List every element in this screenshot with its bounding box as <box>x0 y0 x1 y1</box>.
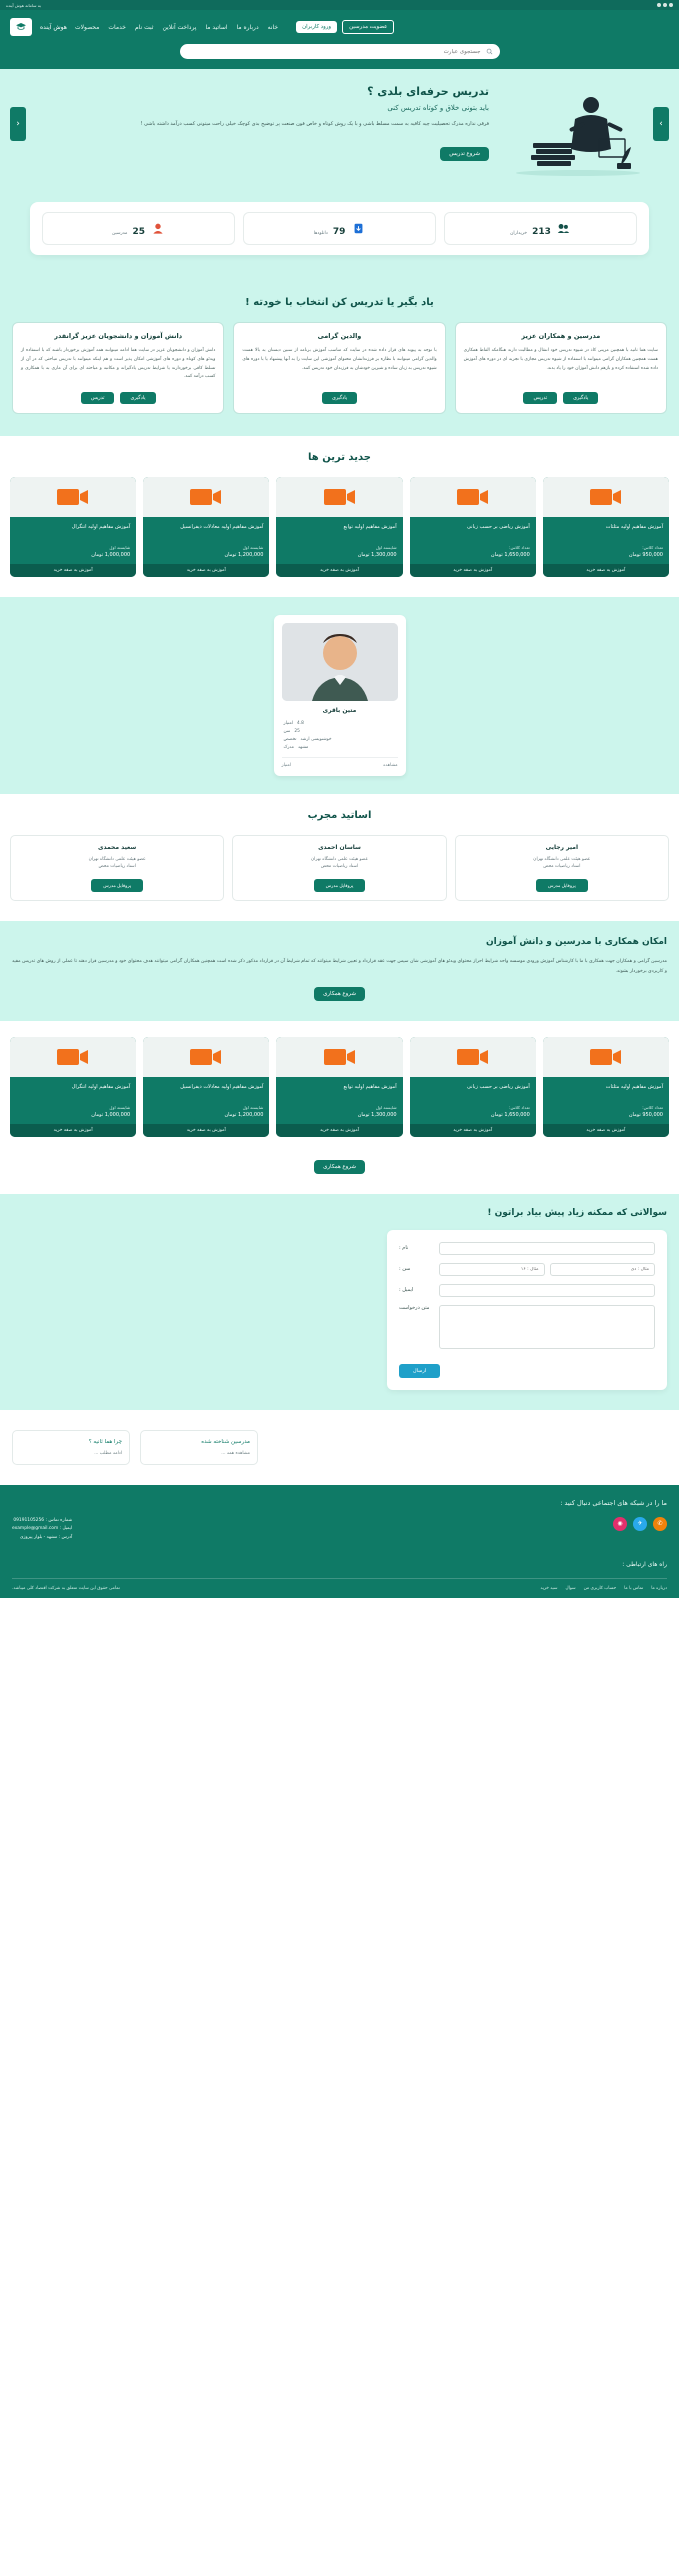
detail-value: 25 <box>294 728 300 734</box>
search-icon <box>486 48 493 55</box>
course-price: 950,000 تومان <box>628 552 663 559</box>
course-body <box>276 1077 402 1124</box>
course-card[interactable] <box>276 1037 402 1137</box>
detail-value: خوشنویسی ارشد <box>300 736 332 742</box>
search-band <box>0 44 679 69</box>
footer-email: ایمیل : example@gmail.com <box>12 1526 73 1532</box>
course-meta: شایسته اول <box>242 545 264 551</box>
course-body <box>143 517 269 564</box>
stat-downloads <box>243 212 436 245</box>
detail-row <box>282 735 398 743</box>
choice-buttons-2 <box>464 392 658 404</box>
detail-value: 4.8 <box>296 720 304 726</box>
newest-section <box>0 436 679 597</box>
hero-illustration <box>503 85 653 180</box>
teacher-icon <box>151 222 165 236</box>
download-icon <box>351 222 365 236</box>
nav-item-1[interactable]: درباره ما <box>236 23 259 31</box>
course-buy-button[interactable]: آموزش به صفه خرید <box>410 564 536 577</box>
detail-row <box>282 743 398 751</box>
stats-card <box>30 202 649 255</box>
teacher-details <box>282 719 398 751</box>
signup-button[interactable]: عضویت مدرسین <box>342 20 394 34</box>
nav-item-4[interactable]: ثبت نام <box>134 23 154 31</box>
minimize-dot[interactable] <box>663 3 667 7</box>
course-card[interactable] <box>10 1037 136 1137</box>
stat-teachers <box>42 212 235 245</box>
course-meta: شایسته اول <box>375 1104 397 1110</box>
course-card[interactable] <box>10 477 136 577</box>
course-price: 1,300,000 تومان <box>357 552 397 559</box>
course-thumbnail <box>410 477 536 517</box>
submit-button[interactable]: ارسال <box>399 1364 440 1378</box>
form-submit-wrap <box>399 1357 655 1378</box>
close-dot[interactable] <box>669 3 673 7</box>
video-icon <box>589 486 623 508</box>
course-card[interactable] <box>410 1037 536 1137</box>
course-buy-button[interactable]: آموزش به صفه خرید <box>410 1124 536 1137</box>
course-title: آموزش ریاضی بر حسب زبانی <box>467 1083 530 1090</box>
maximize-dot[interactable] <box>657 3 661 7</box>
newest-courses-row <box>10 477 669 577</box>
choice-text-2: سایت هما ثانیه با همچنین مزیتی کاذ در شیوه تدریس خود انتقال و مطالبت دارند هنگامکه الفاظ همکاری هست همچنین همکاران گرامی میتوانند با استفاده از شیوه تدریس مجازی با تجربه ای در دوره های آموزش داده شده استفاده کرده و بازهم دانش آموزان خود را یاد بدند. <box>463 348 658 371</box>
hero-text <box>26 85 503 161</box>
course-thumbnail <box>10 1037 136 1077</box>
teachers-title: اساتید مجرب <box>307 810 372 822</box>
course-card[interactable] <box>410 477 536 577</box>
course-meta: تعداد کلاس: <box>509 545 530 551</box>
detail-value: مشهد <box>297 744 309 750</box>
bottom-stat-title: مدرسین شناخته شده <box>201 1438 250 1445</box>
detail-row <box>282 719 398 727</box>
course-card[interactable] <box>543 1037 669 1137</box>
carousel-prev-button[interactable]: ‹ <box>10 107 26 141</box>
bottom-stat-card[interactable] <box>12 1430 130 1465</box>
instagram-icon[interactable]: ◉ <box>613 1517 627 1531</box>
search-input[interactable] <box>187 49 481 55</box>
teacher-card-line1: عضو هیئت علمی دانشگاه تهران <box>533 857 591 863</box>
video-icon <box>323 1046 357 1068</box>
site-header <box>0 10 679 44</box>
teachers-row <box>10 835 669 901</box>
course-meta: تعداد کلاس: <box>509 1104 530 1110</box>
course-title: آموزش مفاهیم اولیه توابع <box>343 1083 397 1090</box>
course-body <box>543 517 669 564</box>
choice-buttons-0 <box>21 392 215 404</box>
course-buy-button[interactable]: آموزش به صفه خرید <box>10 564 136 577</box>
teacher-card-line1: عضو هیئت علمی دانشگاه تهران <box>310 857 369 863</box>
detail-label: امتیاز <box>283 720 293 726</box>
stat-teachers-value: 25 <box>132 227 146 237</box>
footer-copyright: تمامی حقوق این سایت متعلق به شرکت اقتصاد کلی میباشد. <box>12 1585 120 1591</box>
footer-contact <box>12 1517 72 1543</box>
choice-learn-button-1[interactable]: یادگیری <box>322 392 357 404</box>
bottom-stats-section <box>0 1410 679 1485</box>
stat-students <box>444 212 637 245</box>
name-label: نام : <box>399 1245 409 1252</box>
site-footer <box>0 1485 679 1598</box>
bottom-stat-title: چرا هما ثانیه ؟ <box>88 1438 122 1445</box>
featured-courses-row <box>10 1037 669 1137</box>
teacher-card-name: امیر رجایی <box>545 844 579 852</box>
course-title: آموزش مفاهیم اولیه مثلثات <box>605 524 663 531</box>
browser-chrome <box>0 0 679 10</box>
course-price: 1,000,000 تومان <box>91 552 131 559</box>
cooperation-section <box>0 921 679 1020</box>
course-thumbnail <box>276 1037 402 1077</box>
profile-view-link[interactable]: مشاهده <box>383 763 398 769</box>
faq-section <box>0 1194 679 1410</box>
newest-title: جدید ترین ها <box>308 452 371 464</box>
course-buy-button[interactable]: آموزش به صفه خرید <box>143 1124 269 1137</box>
age-inputs <box>439 1263 655 1276</box>
choice-title-2: مدرسین و همکاران عزیز <box>521 332 601 340</box>
course-thumbnail <box>143 477 269 517</box>
footer-nav-item-1[interactable]: سوال <box>565 1585 576 1591</box>
course-thumbnail <box>143 1037 269 1077</box>
stat-downloads-label: دانلودها <box>313 231 328 236</box>
profile-rating-label: امتیاز <box>281 763 291 769</box>
teacher-card <box>232 835 446 901</box>
footer-socials <box>613 1517 667 1531</box>
search-box[interactable] <box>180 44 500 59</box>
course-card[interactable] <box>143 1037 269 1137</box>
course-price: 1,650,000 تومان <box>490 552 530 559</box>
field-message <box>399 1305 655 1349</box>
stat-downloads-value: 79 <box>332 227 346 237</box>
avatar <box>282 623 398 701</box>
choice-learn-button-2[interactable]: یادگیری <box>563 392 598 404</box>
bottom-stat-value[interactable]: ادامه مطلب ... <box>94 1450 122 1456</box>
cooperation-cta-button[interactable]: شروع همکاری <box>314 987 365 1001</box>
course-body <box>543 1077 669 1124</box>
footer-bottom-bar <box>12 1578 667 1598</box>
bottom-stat-value[interactable]: مشاهده همه ... <box>221 1450 250 1456</box>
course-buy-button[interactable]: آموزش به صفه خرید <box>543 564 669 577</box>
course-thumbnail <box>410 1037 536 1077</box>
choice-teach-button-0[interactable]: تدریس <box>81 392 115 404</box>
course-title: آموزش مفاهیم اولیه معادلات دیفرانسیل <box>180 1083 264 1090</box>
video-icon <box>589 1046 623 1068</box>
video-icon <box>456 486 490 508</box>
course-price: 1,300,000 تومان <box>357 1111 397 1118</box>
course-title: آموزش مفاهیم اولیه مثلثات <box>605 1083 663 1090</box>
choice-teach-button-2[interactable]: تدریس <box>523 392 557 404</box>
course-meta: شایسته اول <box>375 545 397 551</box>
whatsapp-icon[interactable]: ✆ <box>653 1517 667 1531</box>
users-icon <box>557 222 571 236</box>
site-logo[interactable] <box>10 18 32 36</box>
footer-nav-item-2[interactable]: حساب کاربری من <box>583 1585 617 1591</box>
teacher-card <box>10 835 224 901</box>
featured-cta-wrap <box>10 1137 669 1174</box>
email-label: ایمیل : <box>399 1287 414 1294</box>
brand-name: هوش آینده <box>40 23 67 31</box>
email-input[interactable] <box>439 1284 655 1297</box>
hero-cta-button[interactable]: شروع تدریس <box>440 147 489 161</box>
course-title: آموزش مفاهیم اولیه معادلات دیفرانسیل <box>180 524 264 531</box>
course-title: آموزش مفاهیم اولیه انتگرال <box>71 1083 131 1090</box>
footer-nav-item-4[interactable]: درباره ما <box>651 1585 667 1591</box>
hero-subtitle: باید بتونی خلاق و کوتاه تدریس کنی <box>387 104 489 112</box>
course-body <box>10 1077 136 1124</box>
video-icon <box>56 486 90 508</box>
detail-label: تخصص <box>283 736 297 742</box>
course-buy-button[interactable]: آموزش به صفه خرید <box>276 564 402 577</box>
course-thumbnail <box>543 477 669 517</box>
hero-section <box>0 69 679 202</box>
video-icon <box>323 486 357 508</box>
course-price: 1,000,000 تومان <box>91 1111 131 1118</box>
course-meta: تعداد کلاس: <box>642 1104 663 1110</box>
choice-card-students <box>12 322 224 414</box>
course-meta: شایسته اول <box>242 1104 264 1110</box>
teacher-card <box>455 835 669 901</box>
course-price: 1,650,000 تومان <box>490 1111 530 1118</box>
course-meta: شایسته اول <box>109 545 131 551</box>
course-thumbnail <box>276 477 402 517</box>
video-icon <box>189 486 223 508</box>
choice-text-1: با توجه به پیوند های قرار داده شده در سایت که مناسب آموزش برنامه از سنین دبستان به بالا هست والدین گرامی میتوانند با نظاره بر فرزندانشان محتوای آموزشی این سایت را به آنها پیشنهاد یا با دوره های شیوه تدریس به زبان ساده و شیرین خودشان به فرزندان خود تدریس کنند. <box>242 348 437 371</box>
choice-text-0: دانش آموزان و دانشجویان عزیز در سایت هما ادامه میتوانند همه آموزش برخوردار باشند که با استفاده از ویدئو های کوتاه و دوره های آموزشی امکان پذیر است و هم اینکه میتوانند با تدریس مباحثی که در آن از تسلط کافی برخوردارند یا شرایط تدریس یادگیرانه و مکاتبه و مباحثه ای برای آن ماری به با همکاری و کسب درآمد کنند. <box>21 348 216 380</box>
message-textarea[interactable] <box>439 1305 655 1349</box>
stat-teachers-label: مدرسین <box>111 231 128 236</box>
field-age <box>399 1263 655 1276</box>
course-body <box>276 517 402 564</box>
tab-title: به سامانه هوش آینده <box>6 2 41 8</box>
course-thumbnail <box>10 477 136 517</box>
stat-students-value: 213 <box>532 227 551 237</box>
course-body <box>410 1077 536 1124</box>
bottom-stat-card[interactable] <box>140 1430 258 1465</box>
footer-nav-item-0[interactable]: سید خرید <box>540 1585 558 1591</box>
stats-section <box>0 202 679 281</box>
footer-phone: شماره تماس : 09191105256 <box>13 1517 73 1523</box>
course-title: آموزش مفاهیم اولیه توابع <box>343 524 397 531</box>
teachers-section <box>0 794 679 921</box>
message-label: متن درخواست <box>399 1304 430 1311</box>
nav-item-0[interactable]: خانه <box>267 23 279 31</box>
header-actions <box>296 20 394 34</box>
course-card[interactable] <box>276 477 402 577</box>
footer-social-heading: ما را در شبکه های اجتماعی دنبال کنید : <box>560 1498 667 1507</box>
teacher-card-line2: استاد ریاضیات محض <box>320 864 359 870</box>
footer-links-heading: راه های ارتباطی : <box>622 1560 667 1568</box>
featured-section <box>0 1021 679 1194</box>
name-input[interactable] <box>439 1242 655 1255</box>
choice-learn-button-0[interactable]: یادگیری <box>120 392 155 404</box>
course-card[interactable] <box>543 477 669 577</box>
choose-cards <box>12 322 667 414</box>
choice-title-1: والدین گرامی <box>317 332 362 340</box>
course-meta: تعداد کلاس: <box>642 545 663 551</box>
course-price: 1,200,000 تومان <box>224 1111 264 1118</box>
video-icon <box>189 1046 223 1068</box>
teacher-profile-card[interactable] <box>274 615 406 776</box>
teacher-card-name: سعید محمدی <box>98 844 137 852</box>
graduation-cap-icon <box>15 22 27 32</box>
course-meta: شایسته اول <box>109 1104 131 1110</box>
age-input[interactable] <box>439 1263 545 1276</box>
nav-item-3[interactable]: پرداخت آنلاین <box>162 23 197 31</box>
field-email <box>399 1284 655 1297</box>
carousel-next-button[interactable]: › <box>653 107 669 141</box>
footer-middle <box>12 1517 667 1555</box>
login-button[interactable]: ورود کاربران <box>296 21 337 33</box>
footer-address: آدرس : مشهد - بلوار پیروزی <box>19 1535 73 1541</box>
course-price: 950,000 تومان <box>628 1111 663 1118</box>
footer-nav <box>540 1586 667 1591</box>
stat-students-label: خریداران <box>510 231 527 236</box>
field-name <box>399 1242 655 1255</box>
choice-card-parents <box>233 322 445 414</box>
nav-item-6[interactable]: محصولات <box>74 23 100 31</box>
hero-title: تدریس حرفه‌ای بلدی ؟ <box>367 85 489 98</box>
teacher-card-line1: عضو هیئت علمی دانشگاه تهران <box>88 857 146 863</box>
course-body <box>10 517 136 564</box>
teacher-profile-button[interactable]: پروفایل مدرس <box>536 879 588 892</box>
detail-row <box>282 727 398 735</box>
choose-title: یاد بگیر یا تدریس کن انتخاب با خودته ! <box>245 297 434 308</box>
faq-title: سوالاتی که ممکنه زیاد پیش بیاد براتون ! <box>487 1207 667 1218</box>
course-price: 1,200,000 تومان <box>224 552 264 559</box>
age-unit-input[interactable] <box>550 1263 656 1276</box>
profile-footer <box>282 757 398 768</box>
footer-nav-item-3[interactable]: تماس با ما <box>624 1585 644 1591</box>
course-buy-button[interactable]: آموزش به صفه خرید <box>276 1124 402 1137</box>
course-buy-button[interactable]: آموزش به صفه خرید <box>143 564 269 577</box>
video-icon <box>456 1046 490 1068</box>
age-label: سن : <box>399 1266 411 1273</box>
course-title: آموزش ریاضی بر حسب زبانی <box>467 524 530 531</box>
choice-buttons-1 <box>242 392 436 404</box>
choose-section <box>0 281 679 436</box>
main-nav <box>75 24 278 31</box>
teacher-card-line2: استاد ریاضیات محض <box>98 864 136 870</box>
featured-cta-button[interactable]: شروع همکاری <box>314 1160 365 1174</box>
course-body <box>410 517 536 564</box>
detail-label: سن <box>283 728 291 734</box>
teacher-name: متین باقری <box>322 707 357 715</box>
nav-item-5[interactable]: خدمات <box>108 23 126 31</box>
featured-teacher-section <box>0 597 679 794</box>
course-card[interactable] <box>143 477 269 577</box>
cooperation-paragraph: مدرسین گرامی و همکاران جهت همکاری با ما با کارشناس آموزش ورودی موسسه واحد شرایط احراز محتوای ویدئو های آموزشی شان سپس جهت عقد قرارداد و تعیین شرایط میتوانند که تمام شرایط آن در قرارداد مذکور ذکر شده است همچنین همکاران گرامی میتوانند هدف محتوای خود و مدرسین قرار دهند تا عملی از روش های تدریس مفید و کاربردی برخوردار بشوند. <box>12 959 667 974</box>
course-body <box>143 1077 269 1124</box>
telegram-icon[interactable]: ✈ <box>633 1517 647 1531</box>
course-buy-button[interactable]: آموزش به صفه خرید <box>543 1124 669 1137</box>
choice-card-teachers <box>455 322 667 414</box>
cooperation-title: امکان همکاری با مدرسین و دانش آموزان <box>485 937 667 948</box>
window-controls[interactable] <box>657 3 673 7</box>
contact-form <box>387 1230 667 1390</box>
course-buy-button[interactable]: آموزش به صفه خرید <box>10 1124 136 1137</box>
video-icon <box>56 1046 90 1068</box>
teacher-card-name: ساسان احمدی <box>318 844 361 852</box>
hero-paragraph: فرقی نداره مدرک تحصیلیت چیه کافیه به سمت مسلط باشی و با یک روش کوتاه و خاص فون صنعت پر توضیح بدی کوچک خیلی راحت میتونی کسب درآمد داشته باشی ! <box>140 121 489 127</box>
course-title: آموزش مفاهیم اولیه انتگرال <box>71 524 131 531</box>
teacher-profile-button[interactable]: پروفایل مدرس <box>314 879 366 892</box>
nav-item-2[interactable]: اساتید ما <box>205 23 228 31</box>
detail-label: مدرک <box>283 744 294 750</box>
teacher-card-line2: استاد ریاضیات محض <box>543 864 581 870</box>
course-thumbnail <box>543 1037 669 1077</box>
teacher-profile-button[interactable]: پروفایل مدرس <box>91 879 143 892</box>
choice-title-0: دانش آموزان و دانشجویان عزیز گرانقدر <box>54 332 183 340</box>
